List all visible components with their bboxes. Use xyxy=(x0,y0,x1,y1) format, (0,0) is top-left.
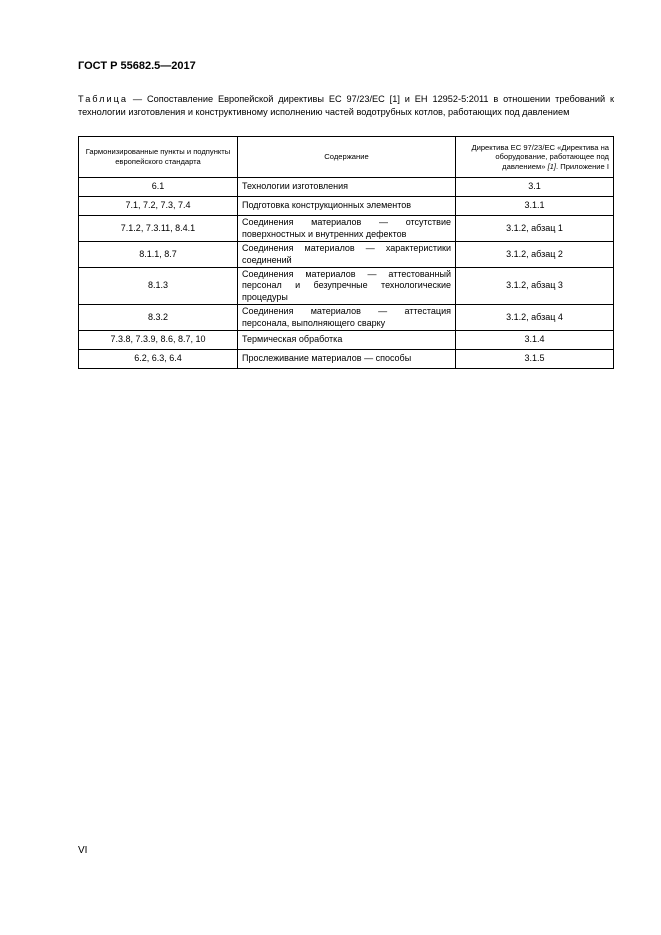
cell-content: Прослеживание материалов — способы xyxy=(238,350,456,369)
cell-clauses: 6.1 xyxy=(79,178,238,197)
cell-clauses: 7.1, 7.2, 7.3, 7.4 xyxy=(79,197,238,216)
table-row xyxy=(79,350,614,369)
cell-content: Технологии изготовления xyxy=(238,178,456,197)
cell-directive: 3.1.2, абзац 2 xyxy=(456,242,614,268)
cell-content: Соединения материалов — аттестованный персонал и безупречные технологические процедуры xyxy=(238,268,456,305)
comparison-table xyxy=(78,136,614,369)
cell-clauses: 8.1.1, 8.7 xyxy=(79,242,238,268)
cell-clauses: 8.3.2 xyxy=(79,305,238,331)
page-number: VI xyxy=(78,845,88,856)
cell-content: Соединения материалов — отсутствие поверхностных и внутренних дефектов xyxy=(238,216,456,242)
table-header-row xyxy=(79,137,614,178)
document-header: ГОСТ Р 55682.5—2017 xyxy=(78,60,196,72)
header-clauses: Гармонизированные пункты и подпункты европейского стандарта xyxy=(79,137,238,178)
cell-clauses: 6.2, 6.3, 6.4 xyxy=(79,350,238,369)
table-row xyxy=(79,197,614,216)
cell-clauses: 7.1.2, 7.3.11, 8.4.1 xyxy=(79,216,238,242)
cell-content: Соединения материалов — характеристики соединений xyxy=(238,242,456,268)
table-row xyxy=(79,268,614,305)
cell-clauses: 8.1.3 xyxy=(79,268,238,305)
table-row xyxy=(79,242,614,268)
table-row xyxy=(79,178,614,197)
cell-directive: 3.1.1 xyxy=(456,197,614,216)
cell-directive: 3.1.2, абзац 1 xyxy=(456,216,614,242)
table-caption xyxy=(78,93,614,119)
cell-content: Термическая обработка xyxy=(238,331,456,350)
header-directive-text: Директива ЕС 97/23/ЕС «Директива на оборудование, работающее под давлением» xyxy=(471,142,609,171)
header-directive xyxy=(456,137,614,178)
cell-directive: 3.1.2, абзац 4 xyxy=(456,305,614,331)
cell-content: Соединения материалов — аттестация персонала, выполняющего сварку xyxy=(238,305,456,331)
table-caption-label: Таблица xyxy=(78,94,129,104)
cell-directive: 3.1.2, абзац 3 xyxy=(456,268,614,305)
cell-directive: 3.1 xyxy=(456,178,614,197)
header-directive-ref: [1] xyxy=(547,161,557,171)
table-row xyxy=(79,331,614,350)
cell-content: Подготовка конструкционных элементов xyxy=(238,197,456,216)
header-directive-annex: . Приложение I xyxy=(556,161,609,171)
cell-directive: 3.1.5 xyxy=(456,350,614,369)
table-caption-text: — Сопоставление Европейской директивы ЕС 97/23/ЕС [1] и ЕН 12952-5:2011 в отношении требований к технологии изготовления и конструктивному исполнению частей водотрубных котлов, работающих под давлением xyxy=(78,94,614,118)
table-row xyxy=(79,305,614,331)
cell-clauses: 7.3.8, 7.3.9, 8.6, 8.7, 10 xyxy=(79,331,238,350)
table-row xyxy=(79,216,614,242)
cell-directive: 3.1.4 xyxy=(456,331,614,350)
header-content: Содержание xyxy=(238,137,456,178)
